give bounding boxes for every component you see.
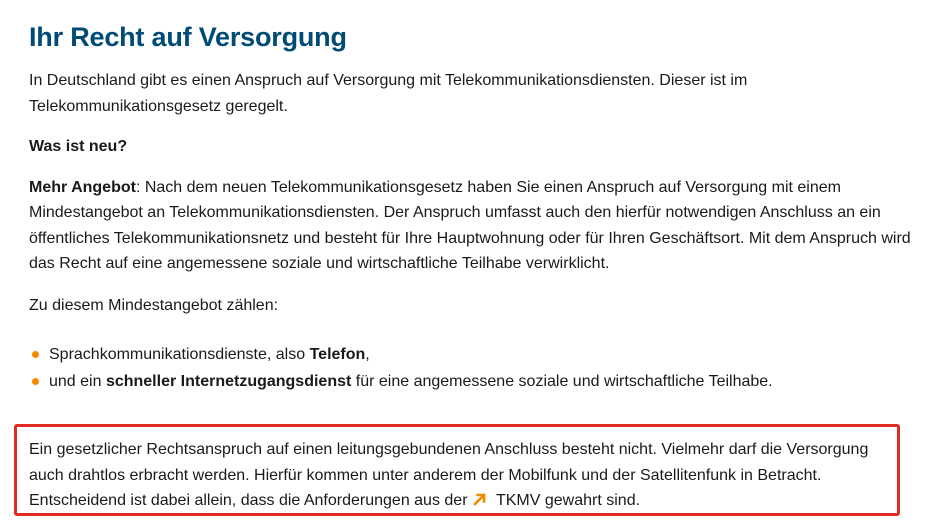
external-arrow-icon <box>472 491 488 507</box>
section-question: Was ist neu? <box>29 138 128 155</box>
mehr-angebot-text: : Nach dem neuen Telekommunikationsgesetz haben Sie einen Anspruch auf Versorgung mit einem Mindestangebot an Telekommunikationsdiensten. Der Anspruch umfasst auch den hierfür notwendigen Anschluss an ein öffentliches Telekommunikationsnetz und besteht für Ihre Hauptwohnung oder für Ihren Geschäftsort. Mit dem Anspruch wird das Recht auf eine angemessene soziale und wirtschaftliche Teilhabe verwirklicht. <box>29 178 911 272</box>
list-item-bold: schneller Internetzugangsdienst <box>105 373 352 390</box>
notice-text <box>29 437 885 514</box>
notice-box <box>14 424 900 516</box>
intro-paragraph: In Deutschland gibt es einen Anspruch auf Versorgung mit Telekommunikationsdiensten. Dieser ist im Telekommunikationsgesetz geregelt. <box>29 72 748 115</box>
bullet-icon <box>32 378 39 385</box>
list-item-suffix: für eine angemessene soziale und wirtschaftliche Teilhabe. <box>351 373 773 390</box>
list-item <box>29 341 919 368</box>
page-title: Ihr Recht auf Versorgung <box>29 22 347 52</box>
list-item-bold: Telefon <box>309 346 366 363</box>
notice-body: Ein gesetzlicher Rechtsanspruch auf einen leitungsgebundenen Anschluss besteht nicht. Vielmehr darf die Versorgung auch drahtlos erbracht werden. Hierfür kommen unter anderem der Mobilfunk und der Satellitenfunk in Betracht. Entscheidend ist dabei allein, dass die Anforderungen aus der <box>29 441 869 509</box>
tkmv-link[interactable] <box>472 488 540 514</box>
offer-list <box>29 341 919 395</box>
list-item-suffix: , <box>365 346 370 363</box>
mehr-angebot-paragraph <box>29 175 919 277</box>
list-intro: Zu diesem Mindestangebot zählen: <box>29 296 279 314</box>
bullet-icon <box>32 351 39 358</box>
tkmv-link-label: TKMV <box>495 492 541 509</box>
notice-suffix: gewahrt sind. <box>540 492 641 509</box>
mehr-angebot-label: Mehr Angebot <box>29 178 136 196</box>
list-item-text: Sprachkommunikationsdienste, also <box>49 346 310 363</box>
article-content <box>29 14 919 395</box>
list-item <box>29 368 919 395</box>
list-item-text: und ein <box>49 373 106 390</box>
